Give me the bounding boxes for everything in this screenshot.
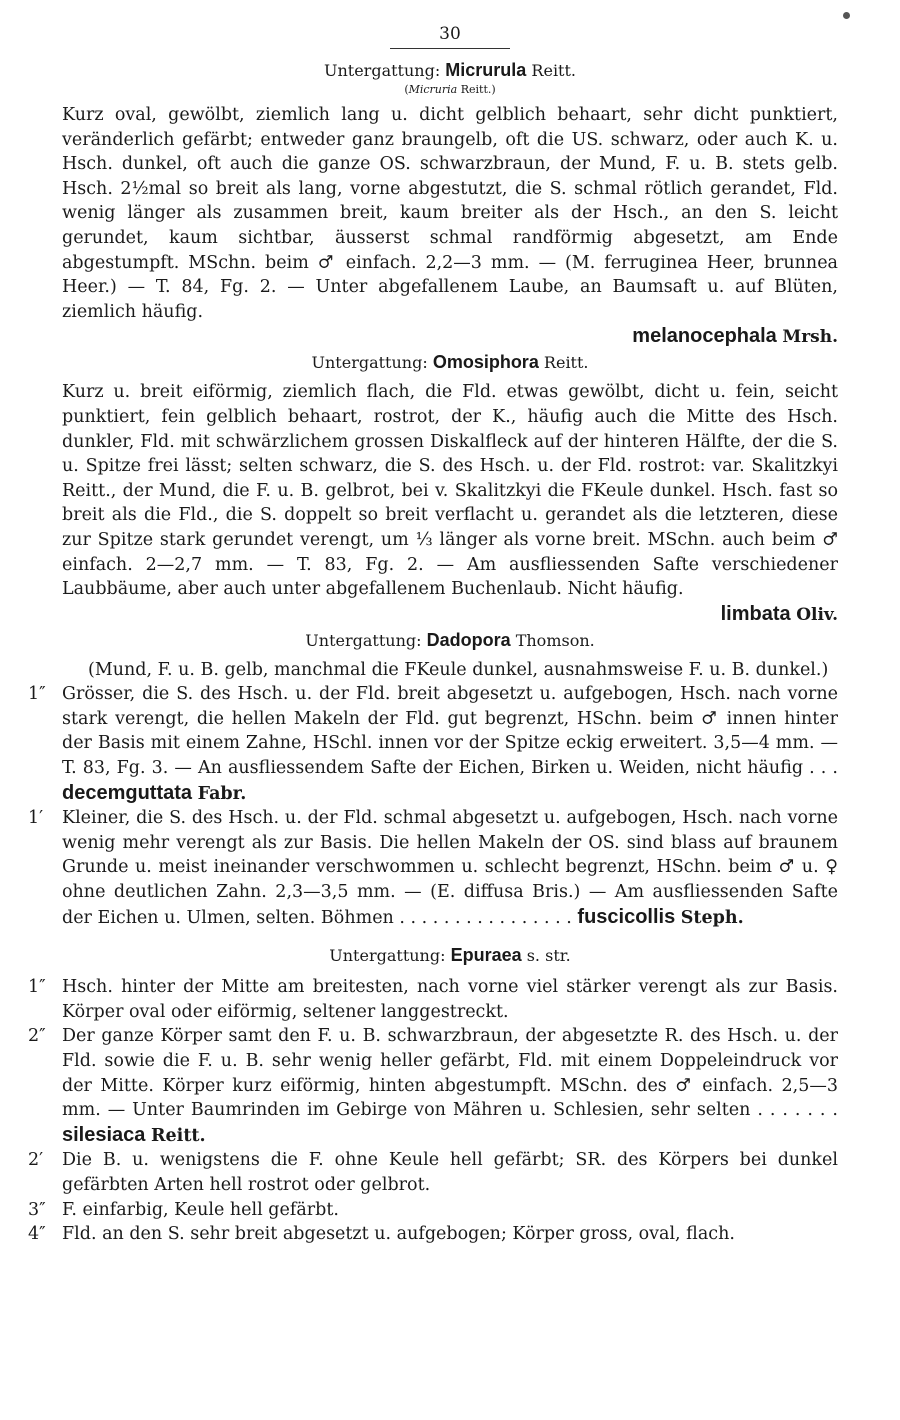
subgenus-heading [62,944,838,967]
synonym-name: Micruria [408,83,458,96]
subgenus-prefix: Untergattung: [311,353,428,373]
key-text: Hsch. hinter der Mitte am breitesten, nach vorne viel stärker verengt als zur Basis. Körper oval oder eiförmig, seltener langgestreckt. [62,977,838,1022]
ink-spot [843,12,850,19]
synonym-author: Reitt. [460,83,492,96]
subgenus-prefix: Untergattung: [329,946,446,966]
key-number: 2″ [28,1026,46,1047]
species-name: limbata [720,602,791,625]
species-description: Kurz oval, gewölbt, ziemlich lang u. dicht gelblich behaart, sehr dicht punktiert, veränderlich gefärbt; entweder ganz braungelb, oft die US. schwarz, oder auch K. u. Hsch. dunkel, oft auch die ganze OS. schwarzbraun, der Mund, F. u. B. stets gelb. Hsch. 2½mal so breit als lang, vorne abgestutzt, die S. schmal rötlich gerandet, Fld. wenig länger als zusammen breit, kaum breiter als der Hsch., an den S. leicht gerundet, kaum sichtbar, äusserst schmal randförmig abgesetzt, am Ende abgestumpft. MSchn. beim ♂ einfach. 2,2—3 mm. — (M. ferruginea Heer, brunnea Heer.) — T. 84, Fg. 2. — Unter abgefallenem Laube, an Baumsaft u. auf Blüten, ziemlich häufig. [62,105,838,322]
key-text: Die B. u. wenigstens die F. ohne Keule hell gefärbt; SR. des Körpers bei dunkel gefärbten Arten hell rostrot oder gelbrot. [62,1150,838,1195]
key-entry [28,1222,838,1247]
subgenus-name: Micrurula [445,60,527,80]
species-name-line [62,602,838,627]
subgenus-author: Thomson. [515,630,595,650]
key-description: Grösser, die S. des Hsch. u. der Fld. breit abgesetzt u. aufgebogen, Hsch. nach vorne stark verengt, die hellen Makeln der Fld. gut begrenzt, HSchn. beim ♂ innen hinter der Basis mit einem Zahne, HSchl. innen vor der Spitze eckig erweitert. 3,5—4 mm. — T. 83, Fg. 3. — An ausfliessendem Safte der Eichen, Birken u. Weiden, nicht häufig . . . [62,684,838,779]
species-name: melanocephala [632,325,777,348]
page [28,22,838,1247]
species-author: Steph. [680,907,744,928]
key-number: 4″ [28,1224,46,1245]
key-description: Kleiner, die S. des Hsch. u. der Fld. schmal abgesetzt u. aufgebogen, Hsch. nach vorne wenig mehr verengt als zur Basis. Die hellen Makeln der OS. sind blass auf braunem Grunde u. meist ineinander verschwommen u. schlecht begrenzt, HSchn. beim ♂ u. ♀ ohne deutlichen Zahn. 2,3—3,5 mm. — (E. diffusa Bris.) — Am ausfliessenden Safte der Eichen u. Ulmen, selten. Böhmen . . . . . . . . . . . . . . . . [62,808,838,928]
subgenus-name: Epuraea [450,945,522,966]
species-name-line [62,324,838,349]
key-description: Der ganze Körper samt den F. u. B. schwarzbraun, der abgesetzte R. des Hsch. u. der Fld. sowie die F. u. B. sehr wenig heller gefärbt, Fld. mit einem Doppeleindruck vor der Mitte. Körper kurz eiförmig, hinten abgestumpft. MSchn. des ♂ einfach. 2,5—3 mm. — Unter Baumrinden im Gebirge von Mähren u. Schlesien, sehr selten . . . . . . . [62,1026,838,1121]
key-entry [28,682,838,806]
key-text: Fld. an den S. sehr breit abgesetzt u. aufgebogen; Körper gross, oval, flach. [62,1224,735,1245]
section-intro: (Mund, F. u. B. gelb, manchmal die FKeule dunkel, ausnahmsweise F. u. B. dunkel.) [88,659,829,680]
subgenus-prefix: Untergattung: [323,61,441,80]
subgenus-author: s. str. [526,946,571,966]
key-number: 2′ [28,1150,44,1171]
species-author: Reitt. [151,1125,206,1146]
species-author: Oliv. [796,604,838,625]
key-number: 1′ [28,808,44,829]
key-number: 1″ [28,977,46,998]
species-description: Kurz u. breit eiförmig, ziemlich flach, die Fld. etwas gewölbt, dicht u. fein, seicht punktiert, fein gelblich behaart, rostrot, der K., häufig auch die Mitte des Hsch. dunkler, Fld. mit schwärzlichem grossen Diskalfleck auf der hinteren Hälfte, der die S. u. Spitze frei lässt; selten schwarz, die S. des Hsch. u. der Fld. rostrot: var. Skalitzkyi Reitt., der Mund, die F. u. B. gelbrot, bei v. Skalitzkyi die FKeule dunkel. Hsch. fast so breit als die Fld., die S. doppelt so breit verflacht u. gerandet als die letzteren, diese zur Spitze stark gerundet verengt, um ⅓ länger als vorne breit. MSchn. auch beim ♂ einfach. 2—2,7 mm. — T. 83, Fg. 2. — Am ausfliessenden Safte verschiedener Laubbäume, aber auch unter abgefallenem Buchenlaub. Nicht häufig. [62,382,838,600]
page-number: 30 [439,24,461,44]
key-text: F. einfarbig, Keule hell gefärbt. [62,1199,339,1220]
key-entry [28,806,838,930]
subgenus-author: Reitt. [543,353,589,373]
key-entry [28,1024,838,1148]
subgenus-prefix: Untergattung: [305,630,422,650]
key-text [62,806,838,930]
subgenus-heading [62,59,838,82]
key-number: 3″ [28,1199,46,1220]
species-name: silesiaca [62,1123,146,1146]
species-author: Fabr. [197,783,247,804]
key-text [62,1024,838,1148]
subgenus-name: Dadopora [426,629,511,650]
subgenus-heading [62,629,838,652]
header-rule [390,48,510,49]
subgenus-heading [62,351,838,374]
subgenus-name: Omosiphora [432,352,539,373]
species-name: decemguttata [62,781,193,804]
key-entry [28,1148,838,1197]
subgenus-author: Reitt. [531,61,576,80]
species-author: Mrsh. [782,327,838,348]
species-name: fuscicollis [577,905,676,928]
key-entry [28,975,838,1024]
key-text [62,682,838,806]
key-entry [28,1198,838,1223]
key-number: 1″ [28,684,46,705]
subgenus-synonym: (Micruria Reitt.) [404,83,496,96]
